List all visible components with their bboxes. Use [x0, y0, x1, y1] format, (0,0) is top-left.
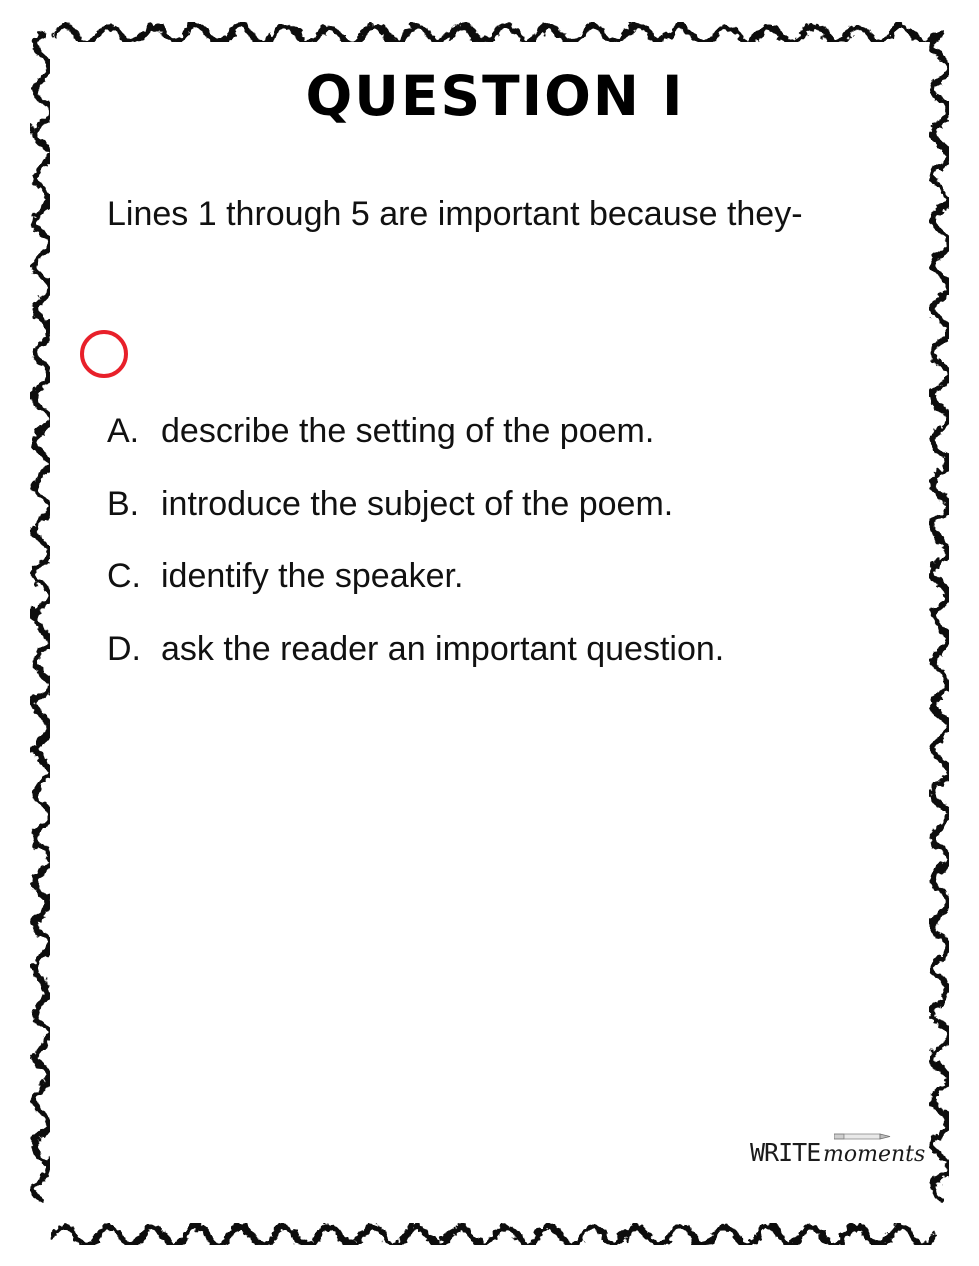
choice-text: identify the speaker.	[161, 557, 464, 595]
choice-letter: B.	[107, 484, 140, 523]
logo-secondary-text: moments	[823, 1142, 926, 1167]
logo-primary-text: WRITE	[750, 1138, 821, 1167]
choice-text: describe the setting of the poem.	[161, 412, 655, 450]
page-title: QUESTION I	[305, 64, 685, 128]
answer-choice-c[interactable]	[107, 555, 907, 598]
question-stem: Lines 1 through 5 are important because they-	[107, 195, 803, 233]
choice-letter: D.	[107, 629, 141, 668]
worksheet-content	[70, 40, 926, 1220]
answer-choice-a[interactable]	[107, 410, 907, 453]
answer-choice-d[interactable]	[107, 628, 907, 671]
answer-choice-b[interactable]	[107, 483, 907, 526]
choice-text: introduce the subject of the poem.	[161, 484, 674, 523]
answer-choice-list	[107, 410, 907, 700]
pencil-icon	[834, 1132, 892, 1141]
choice-letter: C.	[107, 557, 141, 595]
brand-logo	[750, 1130, 926, 1178]
answer-selection-circle-icon[interactable]	[80, 330, 128, 378]
choice-letter: A.	[107, 412, 140, 450]
choice-text: ask the reader an important question.	[161, 629, 725, 668]
